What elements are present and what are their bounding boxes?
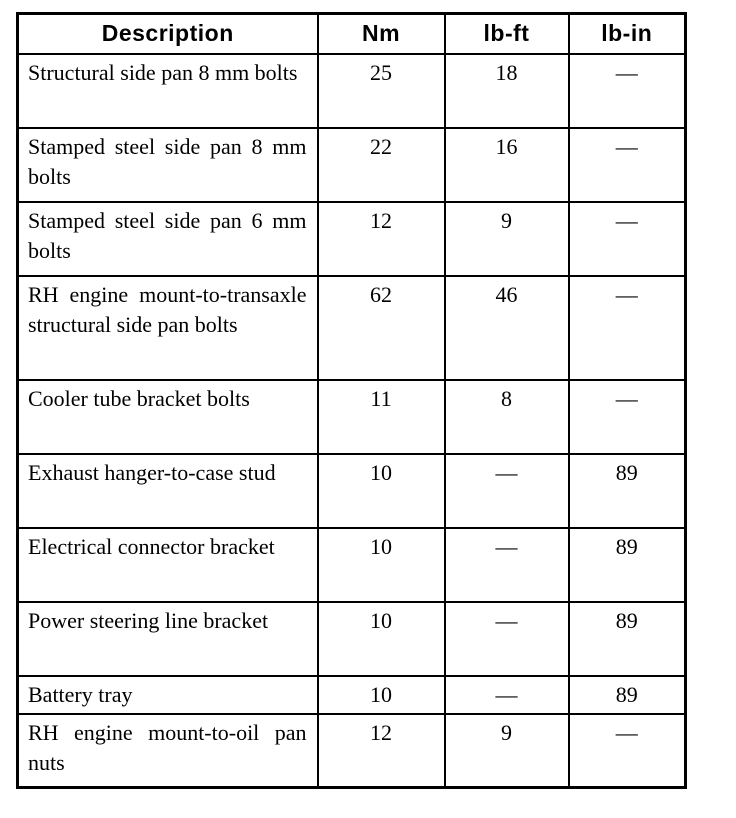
column-header-description: Description — [18, 14, 318, 54]
table-row — [18, 380, 686, 454]
nm-value-cell: 25 — [318, 54, 445, 128]
description-cell: Stamped steel side pan 6 mm bolts — [18, 202, 318, 276]
lb-ft-value-cell: 46 — [445, 276, 569, 380]
lb-in-value-cell: — — [569, 128, 686, 202]
nm-value-cell: 10 — [318, 528, 445, 602]
table-body — [18, 54, 686, 788]
description-cell: Exhaust hanger-to-case stud — [18, 454, 318, 528]
description-cell: Electrical connector bracket — [18, 528, 318, 602]
lb-in-value-cell: — — [569, 380, 686, 454]
lb-ft-value-cell: — — [445, 454, 569, 528]
table-row — [18, 128, 686, 202]
table-row — [18, 528, 686, 602]
nm-value-cell: 10 — [318, 676, 445, 714]
column-header-lb-ft: lb-ft — [445, 14, 569, 54]
table-header — [18, 14, 686, 54]
header-row — [18, 14, 686, 54]
lb-ft-value-cell: — — [445, 602, 569, 676]
description-cell: Cooler tube bracket bolts — [18, 380, 318, 454]
nm-value-cell: 12 — [318, 714, 445, 788]
table-row — [18, 454, 686, 528]
table-row — [18, 276, 686, 380]
table-row — [18, 202, 686, 276]
lb-in-value-cell: 89 — [569, 528, 686, 602]
nm-value-cell: 10 — [318, 454, 445, 528]
description-cell: RH engine mount-to-transaxle structural side pan bolts — [18, 276, 318, 380]
lb-ft-value-cell: 18 — [445, 54, 569, 128]
nm-value-cell: 11 — [318, 380, 445, 454]
nm-value-cell: 12 — [318, 202, 445, 276]
table-row — [18, 676, 686, 714]
lb-ft-value-cell: — — [445, 676, 569, 714]
description-cell: RH engine mount-to-oil pan nuts — [18, 714, 318, 788]
lb-in-value-cell: 89 — [569, 602, 686, 676]
table-row — [18, 54, 686, 128]
lb-ft-value-cell: 9 — [445, 202, 569, 276]
torque-spec-table — [16, 12, 687, 789]
lb-in-value-cell: 89 — [569, 676, 686, 714]
nm-value-cell: 10 — [318, 602, 445, 676]
lb-in-value-cell: — — [569, 714, 686, 788]
description-cell: Structural side pan 8 mm bolts — [18, 54, 318, 128]
description-cell: Battery tray — [18, 676, 318, 714]
lb-in-value-cell: — — [569, 54, 686, 128]
lb-in-value-cell: — — [569, 202, 686, 276]
lb-ft-value-cell: 16 — [445, 128, 569, 202]
lb-ft-value-cell: 9 — [445, 714, 569, 788]
description-cell: Power steering line bracket — [18, 602, 318, 676]
lb-ft-value-cell: — — [445, 528, 569, 602]
lb-in-value-cell: — — [569, 276, 686, 380]
table-row — [18, 602, 686, 676]
column-header-lb-in: lb-in — [569, 14, 686, 54]
lb-ft-value-cell: 8 — [445, 380, 569, 454]
nm-value-cell: 62 — [318, 276, 445, 380]
lb-in-value-cell: 89 — [569, 454, 686, 528]
column-header-nm: Nm — [318, 14, 445, 54]
description-cell: Stamped steel side pan 8 mm bolts — [18, 128, 318, 202]
table-row — [18, 714, 686, 788]
nm-value-cell: 22 — [318, 128, 445, 202]
